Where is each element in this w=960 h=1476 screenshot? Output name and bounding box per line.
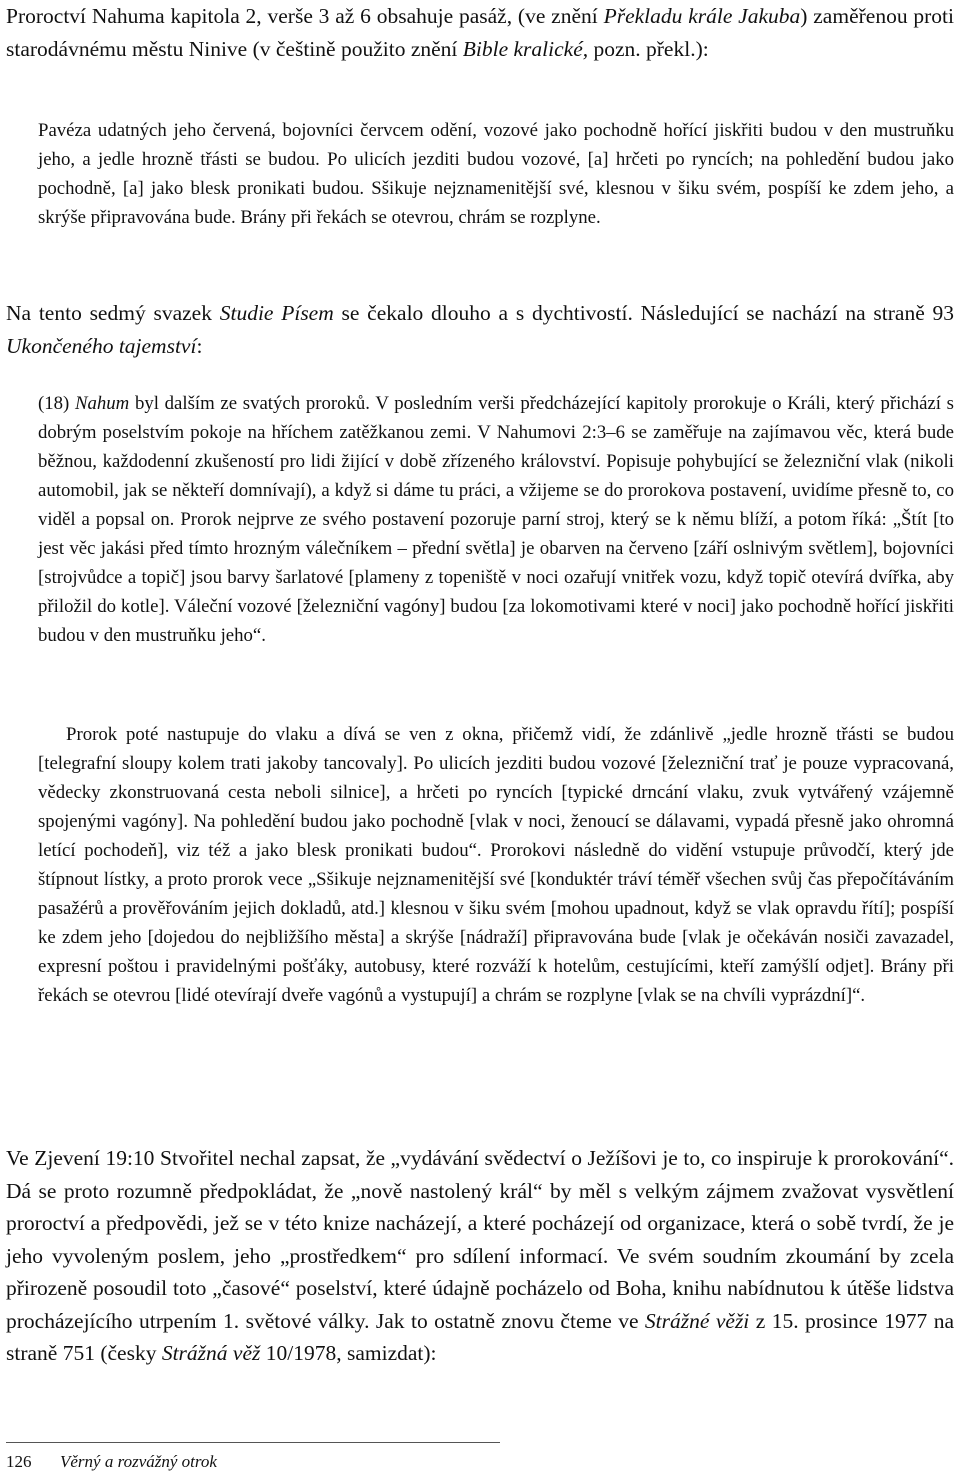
studies-title: Studie Písem xyxy=(219,301,334,325)
volume-intro-paragraph xyxy=(6,297,954,362)
quote-1-text: byl dalším ze svatých proroků. V posledním verši předcházející kapitoly prorokuje o Králi, který přichází s dobrým poselstvím pokoje na hříchem zatěžkanou zemi. V Nahumovi 2:3–6 se zaměřuje na zajímavou věc, která bude běžnou, každodenní zkušeností pro lidi žijící v době zřízeného království. Popisuje pohybující se železniční vlak (nikoli automobil, jak se někteří domnívají), a když si dáme tu práci, a vžijeme se do prorokova postavení, uvidíme přesně to, co viděl a popsal on. Prorok nejprve ze svého postavení pozoruje parní stroj, který se k němu blíží, a potom říká: „Štít [to jest věc jakási před tímto hrozným válečníkem – přední světla] je obarven na červeno [září oslnivým světlem], bojovníci [strojvůdce a topič] jsou barvy šarlatové [plameny z topeniště v noci ozařují vnitřek vozu, když topič otevírá dvířka, aby přiložil do kotle]. Váleční vozové [železniční vagóny] budou [za lokomotivami které v noci] jako pochodně hořící jiskřiti budou v den mustruňku jeho“. xyxy=(38,393,954,646)
watchtower-title: Strážné věži xyxy=(644,1308,750,1333)
conclusion-text-1: Ve Zjevení 19:10 Stvořitel nechal zapsat, že „vydávání svědectví o Ježíšovi je to, co inspiruje k prorokování“. Dá se proto rozumně předpokládat, že „nově nastolený král“ by měl s velkým zájmem zvažovat vysvětlení proroctví a předpovědi, jež se v této knize nacházejí, a které pocházejí od organizace, která o sobě tvrdí, že je jeho vyvoleným poslem, jeho „prostředkem“ pro sdílení informací. Ve svém soudním zkoumání by zcela přirozeně posoudil toto „časové“ poselství, které údajně pocházelo od Boha, knihu nabídnutou k útěše lidstva procházejícího utrpením 1. světové války. Jak to ostatně znovu čteme ve xyxy=(6,1146,954,1333)
intro-kjv-title: Překladu krále Jakuba xyxy=(603,4,801,28)
intro-paragraph xyxy=(6,0,954,65)
intro-text-3: pozn. překl.): xyxy=(588,36,709,61)
volume-intro-text-3: : xyxy=(196,333,203,358)
nahum-quote: Pavéza udatných jeho červená, bojovníci červcem odění, vozové jako pochodně hořící jiskřiti budou v den mustruňku jeho, a jedle hrozně třásti se budou. Po ulicích jezditi budou vozové, [a] hrčeti po ryncích; na pohledění budou jako pochodně, [a] jako blesk pronikati budou. Sšikuje nejznamenitější své, klesnou v šiku svém, pospíší ke zdem jeho, a skrýše připravována bude. Brány při řekách se otevrou, chrám se rozplyne. xyxy=(38,120,954,228)
quote-number: (18) xyxy=(38,393,75,414)
conclusion-text-3: 10/1978, samizdat): xyxy=(260,1341,437,1365)
intro-text-1: Proroctví Nahuma kapitola 2, verše 3 až 6 obsahuje pasáž, (ve znění xyxy=(6,4,604,28)
page-footer xyxy=(6,1450,217,1474)
intro-kralice-title: Bible kralické, xyxy=(462,36,589,61)
volume-intro-text-1: Na tento sedmý svazek xyxy=(6,301,220,325)
finished-mystery-title: Ukončeného tajemství xyxy=(6,333,197,358)
finished-mystery-quote-1 xyxy=(38,389,954,650)
watchtower-czech-title: Strážná věž xyxy=(161,1341,261,1365)
nahum-name: Nahum xyxy=(74,393,130,414)
intro-text-2: ) zaměřenou proti starodávnému městu Ninive (v češtině použito znění xyxy=(6,4,954,61)
conclusion-text-2: z 15. prosince 1977 na straně 751 (česky xyxy=(6,1308,954,1365)
footer-rule xyxy=(6,1442,500,1443)
running-title: Věrný a rozvážný otrok xyxy=(60,1452,217,1471)
page-number: 126 xyxy=(6,1452,32,1471)
finished-mystery-quote-2: Prorok poté nastupuje do vlaku a dívá se ven z okna, přičemž vidí, že zdánlivě „jedle hrozně třásti se budou [telegrafní sloupy kolem trati jakoby tancovaly]. Po ulicích jezditi budou vozové [železniční trať je pouze vypracovaná, vědecky zkonstruovaná cesta neboli silnice], a hrčeti po ryncích [typické drncání vlaku, zvuk vytvářený vzájemně spojenými vagóny]. Na pohledění budou jako pochodně [vlak v noci, ženoucí se dálavami, vypadá přesně jako ohromná letící pochodeň], viz též a jako blesk pronikati budou“. Prorokovi následně do vidění vstupuje průvodčí, který jde štípnout lístky, a proto prorok vece „Sšikuje nejznamenitější své [konduktér tráví téměř všechen svůj čas přepočítáváním pasažérů a prověřováním jejich dokladů, atd.] klesnou v šiku svém [mohou upadnout, když se vlak opravdu řítí]; pospíší ke zdem jeho [dojedou do nejbližšího města] a skrýše [nádraží] připravována bude [vlak je očekáván nosiči zavazadel, expresní poštou i pravidelnými pošťáky, autobusy, které rozváží k hotelům, cestujícími, kteří zamýšlí odjet]. Brány při řekách se otevrou [lidé otevírají dveře vagónů a vystupují] a chrám se rozplyne [vlak se na chvíli vyprázdní]“. xyxy=(38,724,954,1006)
conclusion-paragraph xyxy=(6,1142,954,1370)
volume-intro-text-2: se čekalo dlouho a s dychtivostí. Následující se nachází na straně 93 xyxy=(333,301,955,325)
